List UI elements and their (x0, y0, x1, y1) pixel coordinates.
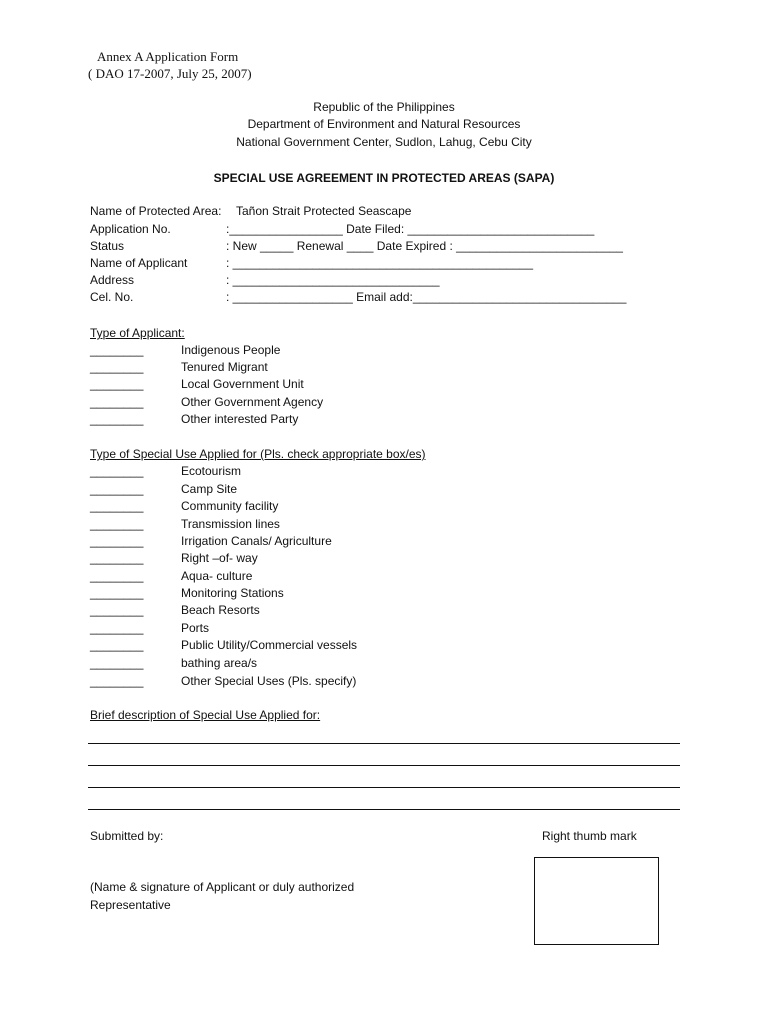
brief-description-heading: Brief description of Special Use Applied for: (90, 708, 321, 722)
description-line[interactable] (88, 743, 680, 744)
thumb-mark-label: Right thumb mark (542, 829, 637, 843)
description-line[interactable] (88, 765, 680, 766)
checkbox-blank[interactable]: ________ (90, 464, 144, 478)
annex-title: Annex A Application Form (97, 49, 239, 64)
form-title: SPECIAL USE AGREEMENT IN PROTECTED AREAS (SAPA) (213, 171, 555, 185)
applicant-type-heading: Type of Applicant: (90, 326, 185, 340)
applicant-type-option: Tenured Migrant (181, 360, 268, 374)
checkbox-blank[interactable]: ________ (90, 569, 144, 583)
protected-area-value: Tañon Strait Protected Seascape (236, 204, 412, 218)
checkbox-blank[interactable]: ________ (90, 586, 144, 600)
checkbox-blank[interactable]: ________ (90, 638, 144, 652)
special-use-option: Aqua- culture (181, 569, 253, 583)
checkbox-blank[interactable]: ________ (90, 517, 144, 531)
special-use-option: Public Utility/Commercial vessels (181, 638, 358, 652)
applicant-type-option: Other Government Agency (181, 395, 324, 409)
checkbox-blank[interactable]: ________ (90, 534, 144, 548)
special-use-option: Beach Resorts (181, 603, 260, 617)
submitted-by-label: Submitted by: (90, 829, 164, 843)
special-use-option: Camp Site (181, 482, 238, 496)
application-no-label: Application No. (90, 222, 171, 236)
applicant-type-option: Local Government Unit (181, 377, 304, 391)
applicant-name-field[interactable]: : _____________________________________________ (226, 256, 533, 270)
header-department: Department of Environment and Natural Resources (247, 117, 521, 131)
address-label: Address (90, 273, 135, 287)
cel-no-field[interactable]: : __________________ Email add:________________________________ (226, 290, 627, 304)
application-no-field[interactable]: :_________________ Date Filed: ____________________________ (226, 222, 595, 236)
checkbox-blank[interactable]: ________ (90, 412, 144, 426)
checkbox-blank[interactable]: ________ (90, 551, 144, 565)
status-label: Status (90, 239, 125, 253)
special-use-option: Transmission lines (181, 517, 280, 531)
description-line[interactable] (88, 809, 680, 810)
checkbox-blank[interactable]: ________ (90, 377, 144, 391)
applicant-name-label: Name of Applicant (90, 256, 188, 270)
checkbox-blank[interactable]: ________ (90, 656, 144, 670)
special-use-option: Ecotourism (181, 464, 242, 478)
thumb-mark-box[interactable] (534, 857, 659, 945)
status-field[interactable]: : New _____ Renewal ____ Date Expired : _________________________ (226, 239, 623, 253)
special-use-option: Monitoring Stations (181, 586, 284, 600)
checkbox-blank[interactable]: ________ (90, 499, 144, 513)
checkbox-blank[interactable]: ________ (90, 343, 144, 357)
address-field[interactable]: : _______________________________ (226, 273, 440, 287)
signature-note-line2: Representative (90, 898, 171, 912)
special-use-heading: Type of Special Use Applied for (Pls. check appropriate box/es) (90, 447, 426, 461)
special-use-option: bathing area/s (181, 656, 258, 670)
checkbox-blank[interactable]: ________ (90, 621, 144, 635)
checkbox-blank[interactable]: ________ (90, 674, 144, 688)
checkbox-blank[interactable]: ________ (90, 395, 144, 409)
signature-note-line1: (Name & signature of Applicant or duly authorized (90, 880, 355, 894)
special-use-option: Community facility (181, 499, 279, 513)
protected-area-label: Name of Protected Area: (90, 204, 222, 218)
checkbox-blank[interactable]: ________ (90, 603, 144, 617)
description-line[interactable] (88, 787, 680, 788)
applicant-type-option: Other interested Party (181, 412, 299, 426)
applicant-type-option: Indigenous People (181, 343, 281, 357)
header-address: National Government Center, Sudlon, Lahug, Cebu City (236, 135, 532, 149)
special-use-option: Ports (181, 621, 210, 635)
annex-reference: ( DAO 17-2007, July 25, 2007) (88, 66, 252, 81)
header-republic: Republic of the Philippines (313, 100, 455, 114)
special-use-option: Right –of- way (181, 551, 258, 565)
checkbox-blank[interactable]: ________ (90, 482, 144, 496)
special-use-option: Other Special Uses (Pls. specify) (181, 674, 357, 688)
special-use-option: Irrigation Canals/ Agriculture (181, 534, 332, 548)
cel-no-label: Cel. No. (90, 290, 134, 304)
checkbox-blank[interactable]: ________ (90, 360, 144, 374)
